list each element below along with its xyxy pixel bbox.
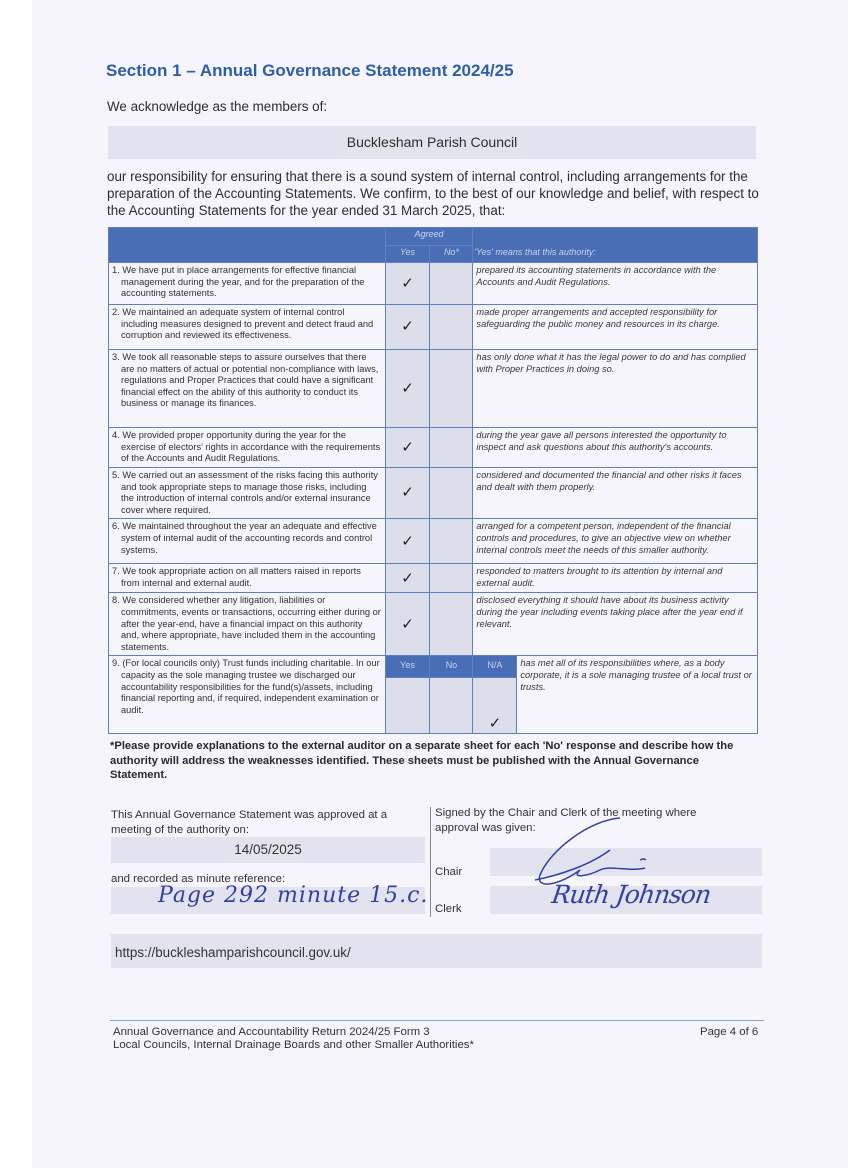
page-number: Page 4 of 6	[700, 1026, 759, 1038]
intro-text: We acknowledge as the members of:	[107, 99, 328, 114]
means-9: has met all of its responsibilities where, as a body corporate, it is a sole managing trustee of a local trust or trusts.	[517, 656, 758, 734]
no-checkbox-2[interactable]	[430, 305, 473, 350]
approval-label: This Annual Governance Statement was approved at a meeting of the authority on:	[111, 809, 388, 836]
responsibility-text: our responsibility for ensuring that there is a sound system of internal control, including arrangements for the preparation of the Accounting Statements. We confirm, to the best of our knowledge and belief, with respect to the Accounting Statements for the year ended 31 March 2025, that:	[107, 169, 759, 218]
table-row	[109, 350, 758, 428]
yes-checkbox-8[interactable]: ✓	[385, 593, 430, 656]
yes-checkbox-3[interactable]: ✓	[385, 350, 430, 428]
statement-9: 9. (For local councils only) Trust funds including charitable. In our capacity as the sole managing trustee we discharged our accountability responsibilities for the fund(s)/assets, including financial reporting and, if required, independent examination or audit.	[109, 656, 386, 734]
no-checkbox-1[interactable]	[430, 263, 473, 305]
no-checkbox-3[interactable]	[430, 350, 473, 428]
statement-7: 7. We took appropriate action on all matters raised in reports from internal and external audit.	[109, 564, 386, 593]
statement-3: 3. We took all reasonable steps to assure ourselves that there are no matters of actual or potential non-compliance with laws, regulations and Proper Practices that could have a significant financial effect on the ability of this authority to conduct its business or manage its finances.	[109, 350, 386, 428]
means-4: during the year gave all persons interested the opportunity to inspect and ask questions about this authority's accounts.	[473, 428, 758, 468]
table-row	[109, 305, 758, 350]
footer-line1: Annual Governance and Accountability Return 2024/25 Form 3	[113, 1026, 430, 1038]
yes-checkbox-4[interactable]: ✓	[385, 428, 430, 468]
footnote: *Please provide explanations to the external auditor on a separate sheet for each 'No' response and describe how the authority will address the weaknesses identified. These sheets must be published with the Annual Governance Statement.	[110, 740, 734, 781]
footer-text	[113, 1026, 474, 1052]
table-row	[109, 263, 758, 305]
footer-line2: Local Councils, Internal Drainage Boards and other Smaller Authorities*	[113, 1039, 474, 1051]
yes-checkbox-2[interactable]: ✓	[385, 305, 430, 350]
footer-rule	[110, 1020, 764, 1021]
no-checkbox-6[interactable]	[430, 519, 473, 564]
table-row	[109, 468, 758, 519]
yes-checkbox-5[interactable]: ✓	[385, 468, 430, 519]
approval-date-field[interactable]: 14/05/2025	[111, 837, 425, 863]
website-field[interactable]: https://buckleshamparishcouncil.gov.uk/	[111, 934, 762, 968]
minute-ref-handwritten: Page 292 minute 15.c.	[158, 883, 429, 908]
statement-4: 4. We provided proper opportunity during the year for the exercise of electors' rights in accordance with the requirements of the Accounts and Audit Regulations.	[109, 428, 386, 468]
row9-no-checkbox[interactable]	[430, 678, 473, 734]
chair-signature-drawing	[520, 810, 740, 890]
no-header: No*	[430, 246, 473, 263]
means-2: made proper arrangements and accepted responsibility for safeguarding the public money and resources in its charge.	[473, 305, 758, 350]
no-checkbox-7[interactable]	[430, 564, 473, 593]
row9-na-checkbox[interactable]: ✓	[473, 678, 517, 734]
statement-8: 8. We considered whether any litigation, liabilities or commitments, events or transactions, occurring either during or after the year-end, have a financial impact on this authority and, where appropriate, have included them in the accounting statements.	[109, 593, 386, 656]
row9-yes-checkbox[interactable]	[385, 678, 430, 734]
clerk-signature: Ruth Johnson	[549, 880, 713, 909]
table-row	[109, 593, 758, 656]
means-8: disclosed everything it should have about its business activity during the year including events taking place after the year end if relevant.	[473, 593, 758, 656]
table-row	[109, 519, 758, 564]
statement-6: 6. We maintained throughout the year an adequate and effective system of internal audit of the accounting records and control systems.	[109, 519, 386, 564]
divider	[430, 807, 431, 917]
governance-table	[108, 227, 758, 734]
table-row	[109, 564, 758, 593]
signing-label: Signed by the Chair and Clerk of the meeting where approval was given:	[435, 807, 697, 834]
means-header: 'Yes' means that this authority:	[473, 246, 758, 263]
row9-na-header: N/A	[473, 656, 517, 678]
means-7: responded to matters brought to its attention by internal and external audit.	[473, 564, 758, 593]
means-1: prepared its accounting statements in accordance with the Accounts and Audit Regulations.	[473, 263, 758, 305]
means-6: arranged for a competent person, independent of the financial controls and procedures, to give an objective view on whether internal controls meet the needs of this smaller authority.	[473, 519, 758, 564]
yes-checkbox-6[interactable]: ✓	[385, 519, 430, 564]
statement-1: 1. We have put in place arrangements for effective financial management during the year, and for the preparation of the accounting statements.	[109, 263, 386, 305]
agreed-header: Agreed	[385, 228, 473, 246]
yes-header: Yes	[385, 246, 430, 263]
minute-label: and recorded as minute reference:	[111, 873, 286, 885]
clerk-label: Clerk	[435, 903, 462, 915]
yes-checkbox-7[interactable]: ✓	[385, 564, 430, 593]
means-5: considered and documented the financial and other risks it faces and dealt with them properly.	[473, 468, 758, 519]
row9-no-header: No	[430, 656, 473, 678]
authority-name-field[interactable]: Bucklesham Parish Council	[108, 126, 756, 159]
no-checkbox-4[interactable]	[430, 428, 473, 468]
row9-yes-header: Yes	[385, 656, 430, 678]
statement-5: 5. We carried out an assessment of the risks facing this authority and took appropriate steps to manage those risks, including the introduction of internal controls and/or external insurance cover where required.	[109, 468, 386, 519]
means-3: has only done what it has the legal power to do and has complied with Proper Practices in doing so.	[473, 350, 758, 428]
table-row	[109, 428, 758, 468]
page-title: Section 1 – Annual Governance Statement 2024/25	[106, 61, 514, 80]
chair-label: Chair	[435, 866, 463, 878]
yes-checkbox-1[interactable]: ✓	[385, 263, 430, 305]
no-checkbox-5[interactable]	[430, 468, 473, 519]
no-checkbox-8[interactable]	[430, 593, 473, 656]
statement-2: 2. We maintained an adequate system of internal control including measures designed to prevent and detect fraud and corruption and reviewed its effectiveness.	[109, 305, 386, 350]
